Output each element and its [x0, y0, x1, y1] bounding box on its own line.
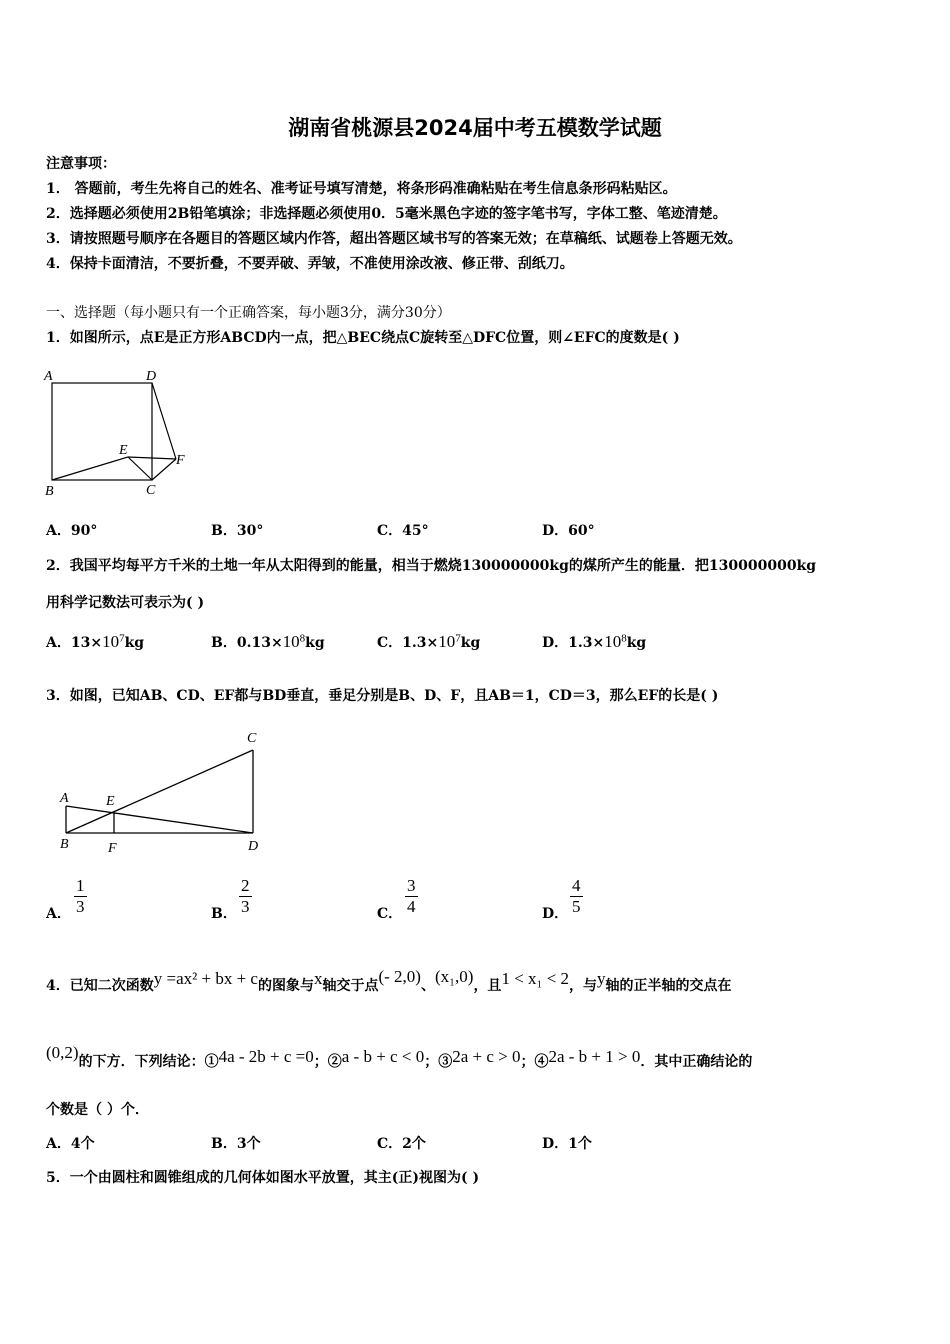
label-d: D	[146, 369, 157, 384]
q4-line-2	[46, 1038, 752, 1077]
q4-option-b[interactable]: B．3个	[211, 1136, 261, 1152]
conclusion-2: a - b + c < 0	[341, 1047, 425, 1066]
denominator: 3	[241, 897, 250, 916]
text: 轴的正半轴的交点在	[605, 978, 732, 994]
unit: kg	[305, 635, 325, 651]
option-label: B．	[211, 635, 237, 651]
text: ，与	[569, 978, 598, 994]
conclusion-1: 4a - 2b + c =0	[218, 1047, 314, 1066]
exponent: 7	[119, 632, 125, 645]
coef: 1.3×	[568, 635, 605, 651]
var: y	[597, 969, 606, 988]
q4-option-a[interactable]: A．4个	[46, 1136, 95, 1152]
q5-text: 5．一个由圆柱和圆锥组成的几何体如图水平放置，其主(正)视图为( )	[46, 1170, 480, 1186]
label-a: A	[60, 791, 69, 806]
numerator: 2	[241, 876, 250, 895]
label-b: B	[45, 484, 54, 499]
q3-option-d-label[interactable]: D．	[542, 906, 569, 922]
label-e: E	[106, 794, 115, 809]
numerator: 4	[572, 876, 581, 895]
coef: 13×	[70, 635, 103, 651]
note-item: 2．选择题必须使用2B铅笔填涂；非选择题必须使用0．5毫米黑色字迹的签字笔书写，字体工整、笔迹清楚。	[46, 206, 727, 222]
denominator: 3	[76, 897, 85, 916]
conclusion-4: 2a - b + 1 > 0	[548, 1047, 641, 1066]
label-c: C	[146, 483, 156, 498]
option-label: C．	[377, 635, 403, 651]
q2-option-c[interactable]	[377, 632, 480, 652]
q4-option-c[interactable]: C．2个	[377, 1136, 426, 1152]
note-item: 3．请按照题号顺序在各题目的答题区域内作答，超出答题区域书写的答案无效；在草稿纸、试题卷上答题无效。	[46, 231, 742, 247]
q3-option-a-label[interactable]: A．	[46, 906, 71, 922]
label-c: C	[247, 731, 257, 746]
page-title: 湖南省桃源县2024届中考五模数学试题	[288, 116, 662, 140]
option-label: D．	[542, 635, 569, 651]
q2-option-a[interactable]	[46, 632, 144, 652]
label-b: B	[60, 837, 69, 852]
text: ；③	[424, 1054, 453, 1070]
label-a: A	[44, 369, 53, 384]
text: 轴交于点	[322, 978, 379, 994]
base: 10	[282, 632, 300, 651]
text: ；②	[313, 1054, 342, 1070]
q3-option-c-fraction	[405, 876, 418, 917]
q1-text: 1．如图所示，点E是正方形ABCD内一点，把△BEC绕点C旋转至△DFC位置，则∠EFC的度数是( )	[46, 330, 680, 346]
coef: 0.13×	[236, 635, 283, 651]
q2-option-b[interactable]	[211, 632, 325, 652]
text: ．其中正确结论的	[640, 1054, 753, 1070]
q3-text: 3．如图，已知AB、CD、EF都与BD垂直，垂足分别是B、D、F，且AB＝1，CD＝3，那么EF的长是( )	[46, 688, 719, 704]
q3-option-b-label[interactable]: B．	[211, 906, 237, 922]
q4-line-1	[46, 962, 732, 1001]
inequality: 1 < x₁ < 2	[501, 969, 570, 988]
q2-text: 2．我国平均每平方千米的土地一年从太阳得到的能量，相当于燃烧130000000kg的煤所产生的能量．把130000000kg	[46, 558, 817, 574]
notes-heading: 注意事项：	[46, 156, 116, 172]
q1-option-d[interactable]: D．60°	[542, 523, 595, 539]
numerator: 3	[407, 876, 416, 895]
text: 、	[420, 978, 435, 994]
label-d: D	[248, 839, 259, 854]
text: ，且	[473, 978, 502, 994]
text: 的图象与	[257, 978, 314, 994]
var: x	[313, 969, 323, 988]
unit: kg	[460, 635, 481, 651]
conclusion-3: 2a + c > 0	[452, 1047, 521, 1066]
denominator: 5	[572, 897, 581, 916]
point: (x₁,0)	[434, 967, 474, 986]
note-item: 4．保持卡面清洁，不要折叠，不要弄破、弄皱，不准使用涂改液、修正带、刮纸刀。	[46, 256, 574, 272]
point: (0,2)	[46, 1043, 79, 1062]
section-heading: 一、选择题（每小题只有一个正确答案，每小题3分，满分30分）	[46, 305, 451, 321]
numerator: 1	[76, 876, 85, 895]
base: 10	[438, 632, 456, 651]
label-e: E	[119, 443, 128, 458]
q3-option-b-fraction	[239, 876, 252, 917]
note-item: 1． 答题前，考生先将自己的姓名、准考证号填写清楚，将条形码准确粘贴在考生信息条形码粘贴区。	[46, 181, 677, 197]
label-f: F	[176, 453, 185, 468]
q4-option-d[interactable]: D．1个	[542, 1136, 592, 1152]
formula: y =ax² + bx + c	[153, 969, 258, 988]
exponent: 7	[455, 632, 461, 645]
q4-line-3: 个数是（ ）个．	[46, 1102, 149, 1118]
q3-option-c-label[interactable]: C．	[377, 906, 403, 922]
q1-option-c[interactable]: C．45°	[377, 523, 429, 539]
coef: 1.3×	[402, 635, 439, 651]
base: 10	[604, 632, 622, 651]
exponent: 8	[299, 632, 306, 645]
unit: kg	[124, 635, 145, 651]
q1-option-a[interactable]: A．90°	[46, 523, 98, 539]
q3-option-d-fraction	[570, 876, 583, 917]
base: 10	[102, 632, 120, 651]
text: 的下方．下列结论：①	[78, 1054, 219, 1070]
text: ；④	[520, 1054, 549, 1070]
option-label: A．	[46, 635, 71, 651]
q2-text-2: 用科学记数法可表示为( )	[46, 595, 205, 611]
q3-option-a-fraction	[74, 876, 87, 917]
exponent: 8	[621, 632, 627, 645]
unit: kg	[626, 635, 647, 651]
q1-option-b[interactable]: B．30°	[211, 523, 264, 539]
point: (- 2,0)	[378, 967, 421, 986]
label-f: F	[108, 841, 117, 856]
denominator: 4	[407, 897, 416, 916]
text: 4．已知二次函数	[46, 978, 154, 994]
q2-option-d[interactable]	[542, 632, 646, 652]
